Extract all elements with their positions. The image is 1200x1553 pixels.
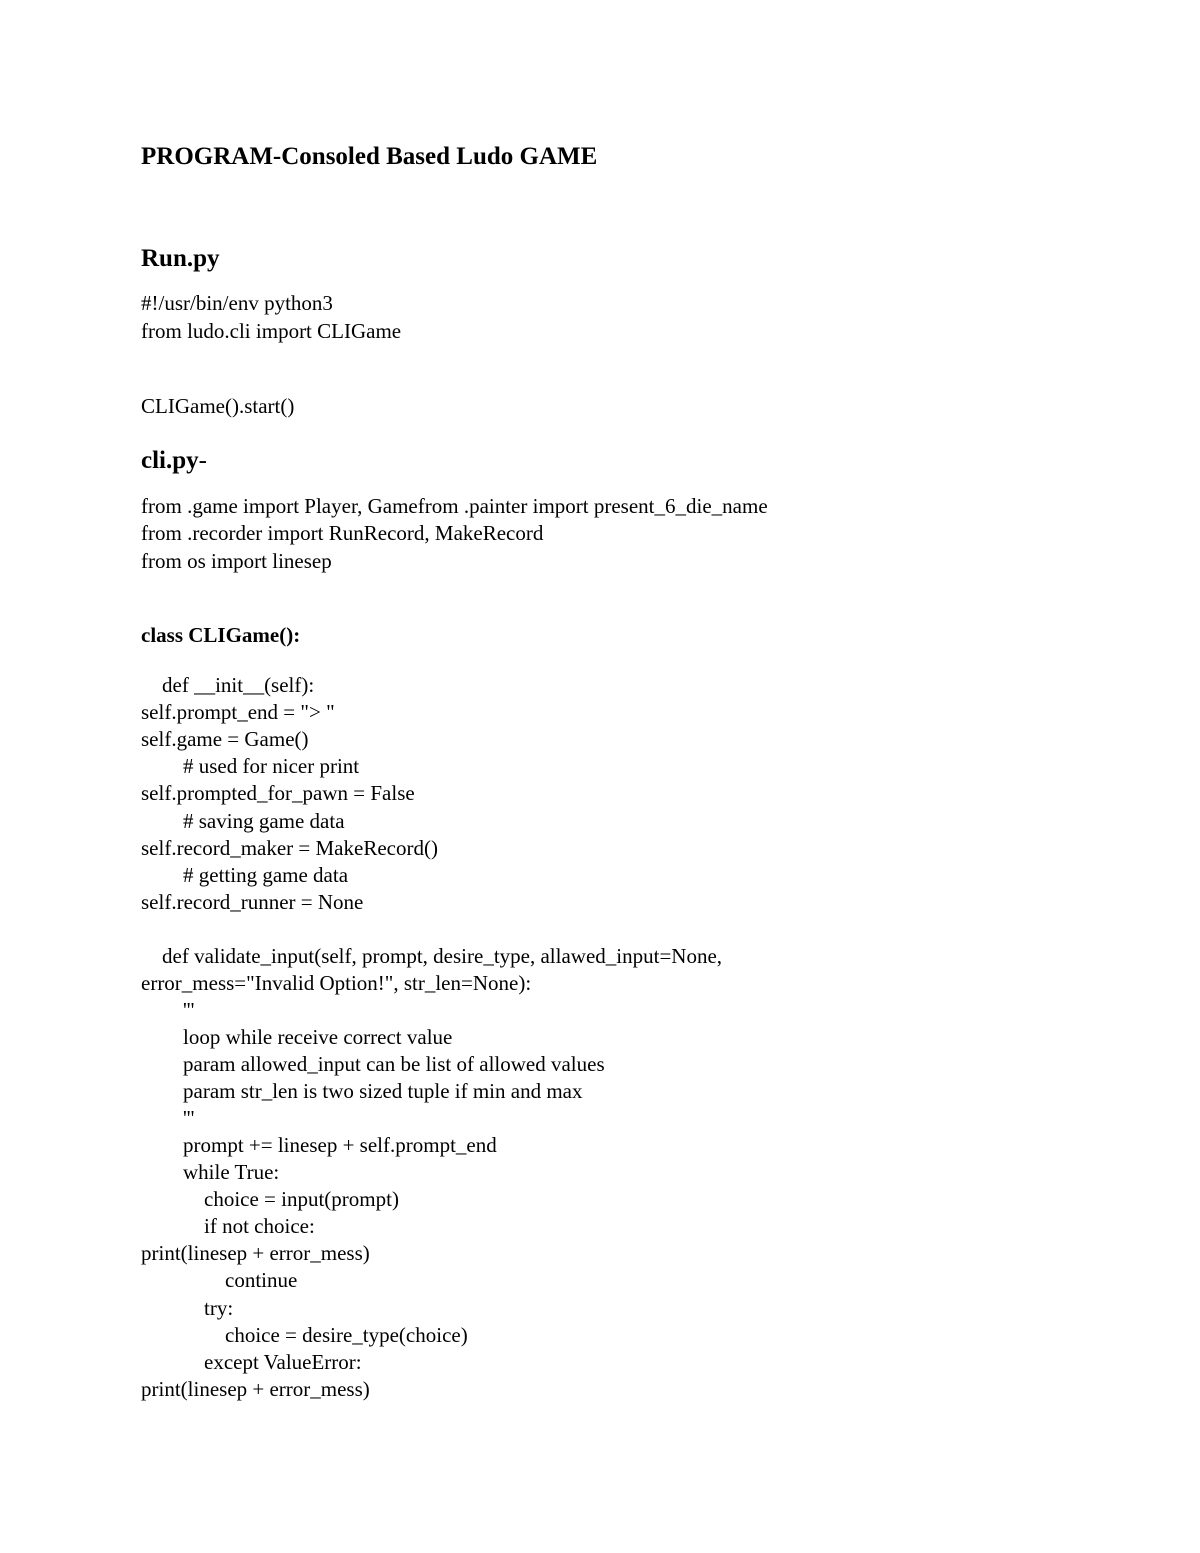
code-line: #!/usr/bin/env python3 (141, 291, 333, 315)
code-line: continue (141, 1268, 298, 1292)
cli-py-heading (141, 447, 207, 475)
code-line: try: (141, 1296, 234, 1320)
code-line: self.record_maker = MakeRecord() (141, 836, 438, 860)
code-line: except ValueError: (141, 1350, 362, 1374)
cli-py-heading-text: cli.py (141, 447, 199, 474)
code-line: print(linesep + error_mess) (141, 1377, 370, 1401)
code-line: def __init__(self): (141, 673, 315, 697)
code-line: from .recorder import RunRecord, MakeRecord (141, 521, 544, 545)
code-line: from os import linesep (141, 549, 332, 573)
cli-py-heading-suffix: - (198, 447, 207, 474)
code-line: param str_len is two sized tuple if min and max (141, 1079, 583, 1103)
code-line: prompt += linesep + self.prompt_end (141, 1133, 497, 1157)
code-line: self.prompt_end = "> " (141, 700, 335, 724)
class-definition-line: class CLIGame(): (141, 623, 301, 647)
code-line: CLIGame().start() (141, 394, 295, 418)
code-line: def validate_input(self, prompt, desire_type, allawed_input=None, (141, 944, 723, 968)
code-line: # used for nicer print (141, 754, 360, 778)
code-line: ''' (141, 998, 195, 1022)
code-line: param allowed_input can be list of allowed values (141, 1052, 605, 1076)
code-line: choice = input(prompt) (141, 1187, 399, 1211)
code-line: loop while receive correct value (141, 1025, 453, 1049)
code-line: if not choice: (141, 1214, 315, 1238)
code-line: # saving game data (141, 809, 345, 833)
code-line: error_mess="Invalid Option!", str_len=None): (141, 971, 532, 995)
code-line: ''' (141, 1106, 195, 1130)
code-line: print(linesep + error_mess) (141, 1241, 370, 1265)
document-title: PROGRAM-Consoled Based Ludo GAME (141, 143, 598, 170)
code-line: from ludo.cli import CLIGame (141, 319, 402, 343)
code-line: while True: (141, 1160, 280, 1184)
code-line: from .game import Player, Gamefrom .painter import present_6_die_name (141, 494, 768, 518)
code-line: self.game = Game() (141, 727, 309, 751)
code-line: self.record_runner = None (141, 890, 364, 914)
code-line: # getting game data (141, 863, 349, 887)
run-py-heading: Run.py (141, 245, 220, 272)
code-line: choice = desire_type(choice) (141, 1323, 468, 1347)
code-line: self.prompted_for_pawn = False (141, 781, 415, 805)
